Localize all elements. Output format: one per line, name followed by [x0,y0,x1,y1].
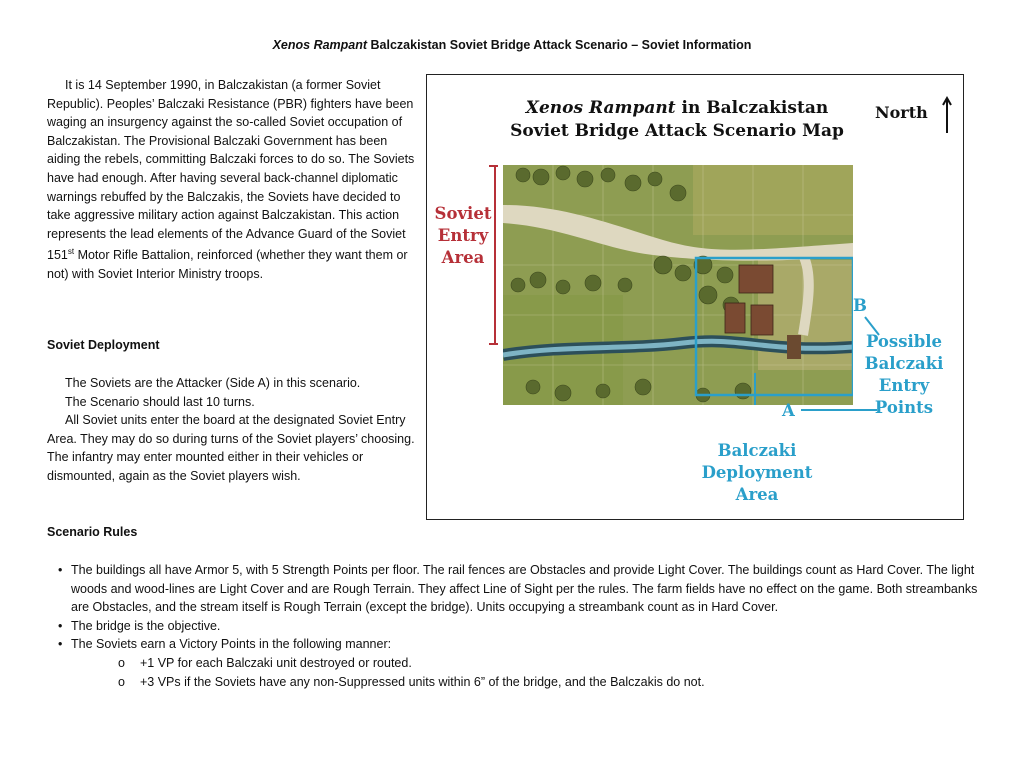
intro-paragraph: It is 14 September 1990, in Balczakistan (a former Soviet Republic). Peoples’ Balczaki Resistance (PBR) fighters have been waging an insurgency against the so-called Soviet occupation of Balczakistan. The Provisional Balczaki Government has been aiding the rebels, committing Balczaki forces to do so. The Soviets have had enough. After having several back-channel diplomatic warnings rebuffed by the Balczakis, the Soviets have decided to take aggressive military action against Balczakistan. This action represents the lead elements of the Advance Guard of the Soviet 151st Motor Rifle Battalion, reinforced (whether they want them or not) with Soviet Interior Ministry troops. [47,78,415,282]
vp-item: o +1 VP for each Balczaki unit destroyed or routed. [118,655,412,670]
rules-list [58,561,978,691]
document-title: Xenos Rampant Balczakistan Soviet Bridge Attack Scenario – Soviet Information [272,38,752,52]
soviet-entry-label: Soviet Entry Area [434,204,492,267]
rule-bullet: • The Soviets earn a Victory Points in the following manner: [58,635,978,654]
north-arrow-icon [941,95,953,135]
rule-bullet: • The bridge is the objective. [58,617,978,636]
deployment-text: The Soviets are the Attacker (Side A) in this scenario. The Scenario should last 10 turns. All Soviet units enter the board at the designated Soviet Entry Area. They may do so during turns of the Soviet players’ choosing. The infantry may enter mounted either in their vehicles or dismounted, again as the Soviet players wish. [47,376,415,483]
point-b-label: B [853,296,867,315]
rules-heading: Scenario Rules [47,525,138,539]
point-a-leader-line [799,407,879,413]
rule-bullet: • The buildings all have Armor 5, with 5 Strength Points per floor. The rail fences are Obstacles and provide Light Cover. The buildings count as Hard Cover. The light woods and wood-lines are Light Cover and are Rough Terrain. They affect Line of Sight per the rules. The farm fields have no effect on the game. Both streambanks are Obstacles, and the stream itself is Rough Terrain (except the bridge). Units occupying a streambank count as in Hard Cover. [58,561,978,617]
terrain-map [503,165,853,405]
deployment-heading: Soviet Deployment [47,338,160,352]
point-a-label: A [782,401,795,420]
deployment-area-label: Balczaki Deployment Area [701,441,813,504]
map-title: Xenos Rampant in Balczakistan Soviet Bridge Attack Scenario Map [510,98,844,141]
scenario-map-figure [426,74,964,520]
possible-entry-label: Possible Balczaki Entry Points [864,332,944,417]
north-label: North [875,103,928,122]
vp-item: o +3 VPs if the Soviets have any non-Suppressed units within 6” of the bridge, and the Balczakis do not. [118,674,705,689]
